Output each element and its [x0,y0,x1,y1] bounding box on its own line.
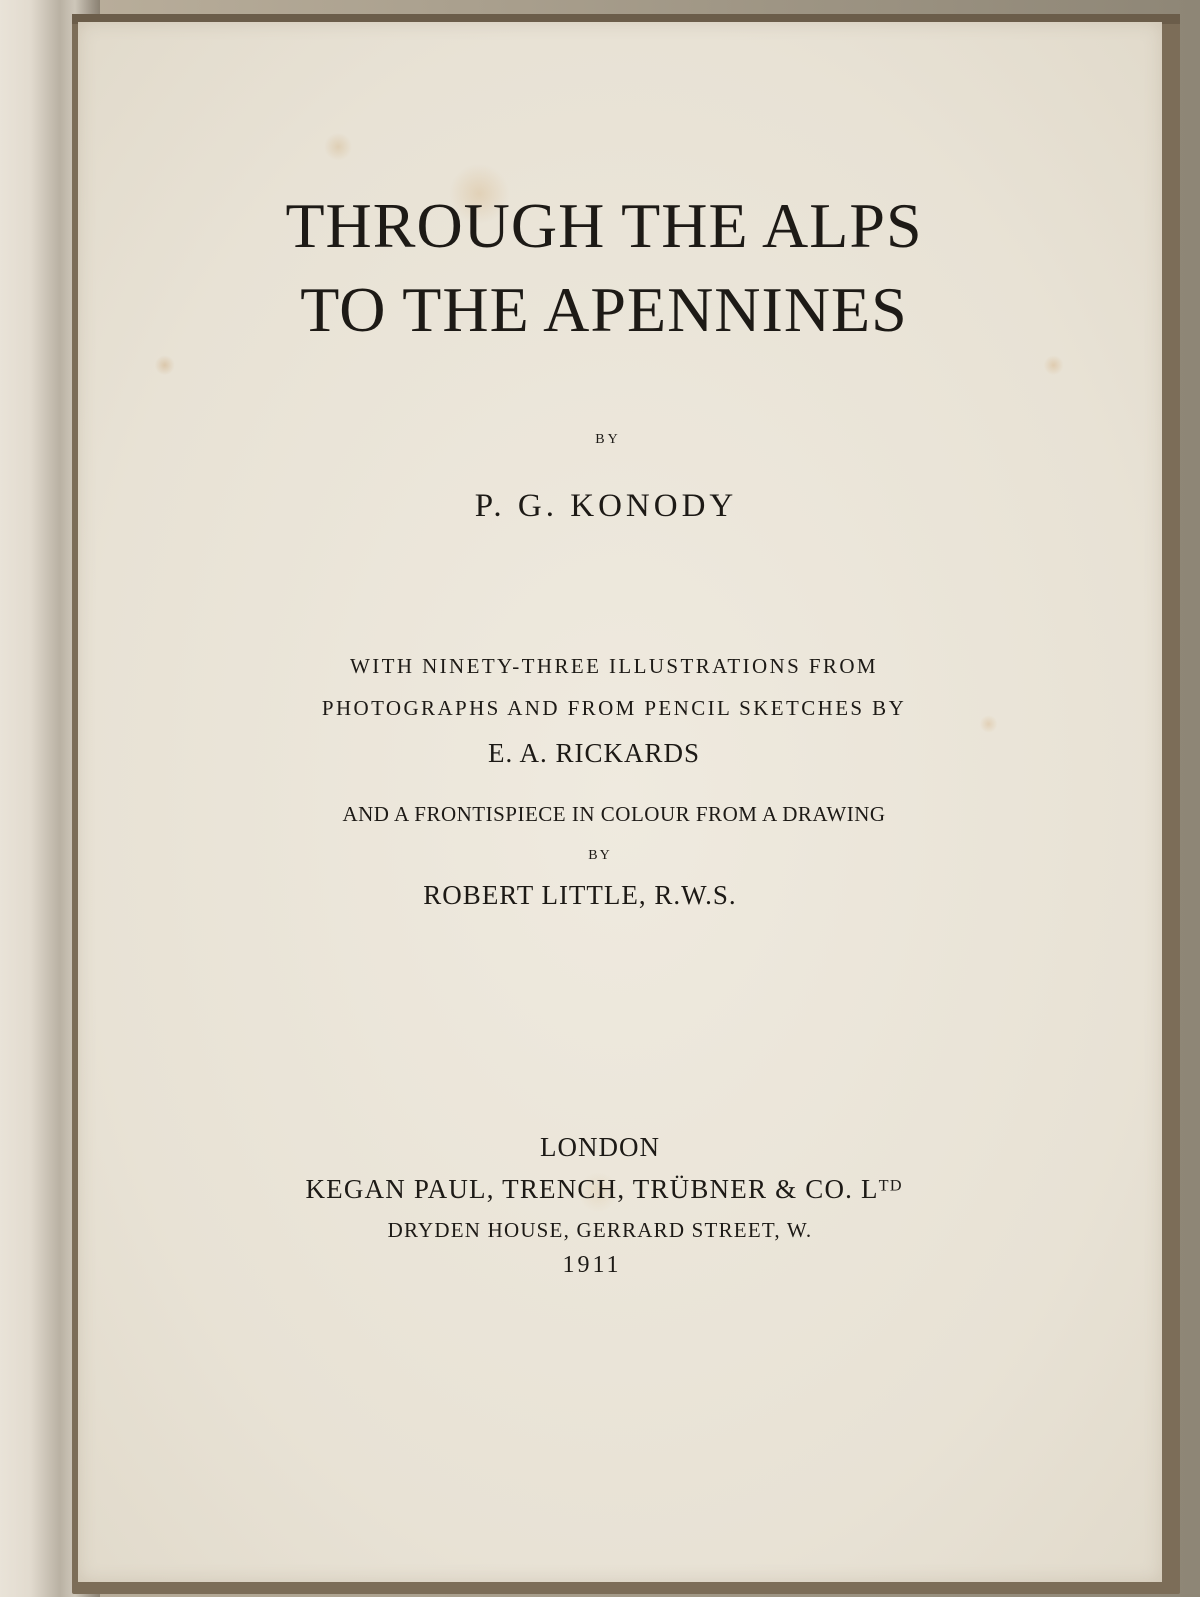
imprint-year: 1911 [562,1252,622,1278]
artist-name: ROBERT LITTLE, R.W.S. [423,880,737,910]
title-page [78,22,1162,1582]
author-name: P. G. KONODY [474,488,738,524]
illustrations-note-line-1: WITH NINETY-THREE ILLUSTRATIONS FROM [350,654,878,678]
by-label-2: BY [588,848,612,863]
imprint-city: LONDON [540,1132,660,1162]
imprint-address: DRYDEN HOUSE, GERRARD STREET, W. [387,1218,813,1242]
imprint-publisher: KEGAN PAUL, TRENCH, TRÜBNER & CO. Lᵀᴰ [305,1174,903,1204]
illustrator-name: E. A. RICKARDS [487,738,701,768]
book-title-line-1: THROUGH THE ALPS [285,190,923,261]
frontispiece-note: AND A FRONTISPIECE IN COLOUR FROM A DRAWING [342,802,886,826]
book-title-line-2: TO THE APENNINES [300,274,908,345]
by-label: BY [595,432,621,447]
illustrations-note-line-2: PHOTOGRAPHS AND FROM PENCIL SKETCHES BY [321,696,907,720]
